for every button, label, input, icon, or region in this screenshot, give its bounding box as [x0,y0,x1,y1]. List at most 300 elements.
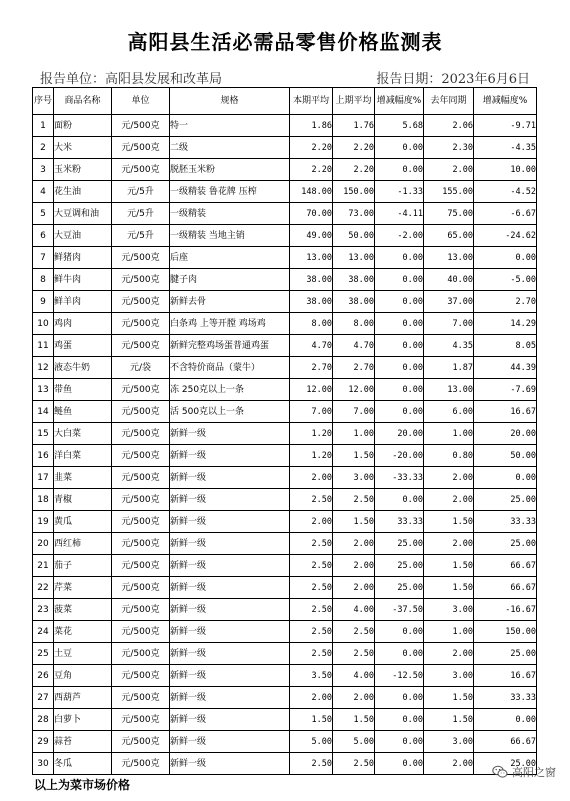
specification: 特一 [170,115,290,137]
previous-avg: 1.50 [333,445,375,467]
previous-avg: 1.50 [333,709,375,731]
previous-avg: 38.00 [333,269,375,291]
table-row [33,203,537,225]
change-pct: -37.50 [375,599,424,621]
unit: 元/500克 [112,159,170,181]
current-avg: 2.70 [290,357,333,379]
last-year-price: 3.00 [424,731,474,753]
yoy-change-pct: 0.00 [474,467,537,489]
specification: 新鲜完整鸡场蛋普通鸡蛋 [170,335,290,357]
table-row [33,753,537,775]
specification: 白条鸡 上等开膛 鸡场鸡 [170,313,290,335]
reporting-unit: 报告单位：高阳县发展和改革局 [40,72,223,87]
table-row [33,313,537,335]
last-year-price: 3.00 [424,665,474,687]
table-row [33,357,537,379]
table-row [33,555,537,577]
change-pct: 25.00 [375,577,424,599]
product-name: 鲜羊肉 [54,291,112,313]
change-pct: 0.00 [375,335,424,357]
last-year-price: 1.50 [424,709,474,731]
row-index: 15 [33,423,54,445]
product-name: 鸡蛋 [54,335,112,357]
yoy-change-pct: 2.70 [474,291,537,313]
change-pct: 0.00 [375,709,424,731]
unit: 元/500克 [112,445,170,467]
specification: 新鲜一级 [170,731,290,753]
specification: 新鲜一级 [170,467,290,489]
table-row [33,225,537,247]
yoy-change-pct: -9.71 [474,115,537,137]
product-name: 鲜牛肉 [54,269,112,291]
table-row [33,115,537,137]
row-index: 23 [33,599,54,621]
yoy-change-pct: 10.00 [474,159,537,181]
last-year-price: 2.00 [424,643,474,665]
previous-avg: 2.50 [333,621,375,643]
previous-avg: 2.50 [333,643,375,665]
last-year-price: 75.00 [424,203,474,225]
current-avg: 2.00 [290,687,333,709]
last-year-price: 1.87 [424,357,474,379]
last-year-price: 1.00 [424,621,474,643]
header-spec: 规格 [170,88,290,115]
specification: 新鲜一级 [170,533,290,555]
specification: 一级精装 [170,203,290,225]
table-row [33,423,537,445]
unit: 元/500克 [112,731,170,753]
row-index: 2 [33,137,54,159]
product-name: 面粉 [54,115,112,137]
previous-avg: 73.00 [333,203,375,225]
yoy-change-pct: -24.62 [474,225,537,247]
current-avg: 1.50 [290,709,333,731]
product-name: 鲜猪肉 [54,247,112,269]
unit: 元/500克 [112,687,170,709]
product-name: 黄瓜 [54,511,112,533]
yoy-change-pct: 25.00 [474,643,537,665]
table-row [33,731,537,753]
current-avg: 1.20 [290,445,333,467]
table-row [33,269,537,291]
change-pct: 33.33 [375,511,424,533]
previous-avg: 1.50 [333,511,375,533]
yoy-change-pct: 14.29 [474,313,537,335]
row-index: 9 [33,291,54,313]
current-avg: 2.00 [290,511,333,533]
yoy-change-pct: -16.67 [474,599,537,621]
page-title: 高阳县生活必需品零售价格监测表 [127,30,443,54]
current-avg: 2.50 [290,489,333,511]
specification: 新鲜一级 [170,753,290,775]
current-avg: 38.00 [290,291,333,313]
last-year-price: 13.00 [424,247,474,269]
product-name: 西葫芦 [54,687,112,709]
wechat-icon [492,765,508,779]
product-name: 豆角 [54,665,112,687]
current-avg: 4.70 [290,335,333,357]
change-pct: 0.00 [375,379,424,401]
specification: 脱胚玉米粉 [170,159,290,181]
specification: 新鲜一级 [170,687,290,709]
product-name: 鲢鱼 [54,401,112,423]
specification: 活 500克以上一条 [170,401,290,423]
unit: 元/袋 [112,357,170,379]
table-row [33,577,537,599]
specification: 新鲜一级 [170,599,290,621]
specification: 新鲜去骨 [170,291,290,313]
header-unit: 单位 [112,88,170,115]
previous-avg: 2.00 [333,555,375,577]
product-name: 菜花 [54,621,112,643]
yoy-change-pct: 33.33 [474,511,537,533]
previous-avg: 3.00 [333,467,375,489]
table-body [33,115,537,775]
current-avg: 2.50 [290,753,333,775]
product-name: 鸡肉 [54,313,112,335]
change-pct: 0.00 [375,687,424,709]
current-avg: 2.50 [290,533,333,555]
previous-avg: 2.20 [333,137,375,159]
previous-avg: 2.70 [333,357,375,379]
change-pct: -1.33 [375,181,424,203]
row-index: 27 [33,687,54,709]
specification: 冻 250克以上一条 [170,379,290,401]
change-pct: 0.00 [375,621,424,643]
last-year-price: 4.35 [424,335,474,357]
row-index: 17 [33,467,54,489]
yoy-change-pct: 0.00 [474,247,537,269]
last-year-price: 37.00 [424,291,474,313]
unit: 元/500克 [112,643,170,665]
previous-avg: 7.00 [333,401,375,423]
table-header [33,88,537,115]
yoy-change-pct: -7.69 [474,379,537,401]
table-row [33,621,537,643]
previous-avg: 2.00 [333,577,375,599]
header-index: 序号 [33,88,54,115]
product-name: 白萝卜 [54,709,112,731]
current-avg: 2.50 [290,577,333,599]
previous-avg: 4.00 [333,599,375,621]
specification: 新鲜一级 [170,489,290,511]
unit: 元/5升 [112,225,170,247]
product-name: 花生油 [54,181,112,203]
product-name: 土豆 [54,643,112,665]
watermark [492,764,556,780]
unit: 元/500克 [112,137,170,159]
table-row [33,665,537,687]
row-index: 25 [33,643,54,665]
change-pct: -12.50 [375,665,424,687]
last-year-price: 6.00 [424,401,474,423]
specification: 新鲜一级 [170,621,290,643]
row-index: 18 [33,489,54,511]
last-year-price: 7.00 [424,313,474,335]
change-pct: -4.11 [375,203,424,225]
product-name: 大米 [54,137,112,159]
yoy-change-pct: 16.67 [474,665,537,687]
yoy-change-pct: 25.00 [474,489,537,511]
unit: 元/500克 [112,423,170,445]
table-row [33,511,537,533]
specification: 新鲜一级 [170,577,290,599]
specification: 新鲜一级 [170,665,290,687]
header-previous: 上期平均 [333,88,375,115]
last-year-price: 40.00 [424,269,474,291]
header-name: 商品名称 [54,88,112,115]
row-index: 12 [33,357,54,379]
current-avg: 38.00 [290,269,333,291]
yoy-change-pct: -4.52 [474,181,537,203]
yoy-change-pct: 66.67 [474,555,537,577]
table-row [33,335,537,357]
product-name: 韭菜 [54,467,112,489]
row-index: 6 [33,225,54,247]
previous-avg: 2.00 [333,533,375,555]
current-avg: 148.00 [290,181,333,203]
table-row [33,687,537,709]
header-change: 增减幅度% [375,88,424,115]
row-index: 3 [33,159,54,181]
row-index: 11 [33,335,54,357]
last-year-price: 155.00 [424,181,474,203]
table-row [33,401,537,423]
watermark-text: 高阳之窗 [512,766,556,779]
table-row [33,181,537,203]
previous-avg: 5.00 [333,731,375,753]
unit: 元/500克 [112,753,170,775]
specification: 二级 [170,137,290,159]
current-avg: 2.20 [290,159,333,181]
row-index: 19 [33,511,54,533]
last-year-price: 13.00 [424,379,474,401]
row-index: 22 [33,577,54,599]
last-year-price: 2.00 [424,753,474,775]
change-pct: 20.00 [375,423,424,445]
row-index: 28 [33,709,54,731]
previous-avg: 2.00 [333,687,375,709]
last-year-price: 65.00 [424,225,474,247]
report-date: 报告日期：2023年6月6日 [376,72,530,87]
last-year-price: 1.50 [424,555,474,577]
unit: 元/500克 [112,511,170,533]
previous-avg: 2.20 [333,159,375,181]
current-avg: 13.00 [290,247,333,269]
previous-avg: 38.00 [333,291,375,313]
last-year-price: 1.50 [424,511,474,533]
unit: 元/5升 [112,203,170,225]
unit: 元/500克 [112,291,170,313]
previous-avg: 4.00 [333,665,375,687]
table-row [33,137,537,159]
row-index: 26 [33,665,54,687]
change-pct: -2.00 [375,225,424,247]
current-avg: 8.00 [290,313,333,335]
unit: 元/500克 [112,335,170,357]
current-avg: 2.50 [290,555,333,577]
current-avg: 2.50 [290,621,333,643]
footer-note: 以上为菜市场价格 [34,778,131,792]
yoy-change-pct: 66.67 [474,731,537,753]
yoy-change-pct: 150.00 [474,621,537,643]
yoy-change-pct: 33.33 [474,687,537,709]
row-index: 4 [33,181,54,203]
current-avg: 5.00 [290,731,333,753]
last-year-price: 2.00 [424,159,474,181]
current-avg: 2.00 [290,467,333,489]
row-index: 20 [33,533,54,555]
specification: 腱子肉 [170,269,290,291]
specification: 新鲜一级 [170,555,290,577]
last-year-price: 1.50 [424,687,474,709]
previous-avg: 2.50 [333,753,375,775]
table-row [33,533,537,555]
unit: 元/500克 [112,467,170,489]
table-row [33,291,537,313]
change-pct: 5.68 [375,115,424,137]
current-avg: 49.00 [290,225,333,247]
row-index: 30 [33,753,54,775]
previous-avg: 12.00 [333,379,375,401]
previous-avg: 2.50 [333,489,375,511]
row-index: 8 [33,269,54,291]
yoy-change-pct: -6.67 [474,203,537,225]
product-name: 菠菜 [54,599,112,621]
specification: 新鲜一级 [170,423,290,445]
product-name: 蒜苔 [54,731,112,753]
previous-avg: 8.00 [333,313,375,335]
product-name: 液态牛奶 [54,357,112,379]
row-index: 1 [33,115,54,137]
specification: 一级精装 鲁花牌 压榨 [170,181,290,203]
previous-avg: 13.00 [333,247,375,269]
change-pct: 0.00 [375,753,424,775]
table-row [33,643,537,665]
last-year-price: 2.00 [424,467,474,489]
change-pct: 0.00 [375,643,424,665]
current-avg: 2.50 [290,599,333,621]
unit: 元/5升 [112,181,170,203]
table-row [33,489,537,511]
product-name: 大白菜 [54,423,112,445]
yoy-change-pct: -5.00 [474,269,537,291]
header-yoy-change: 增减幅度% [474,88,537,115]
specification: 后座 [170,247,290,269]
row-index: 29 [33,731,54,753]
unit: 元/500克 [112,269,170,291]
product-name: 带鱼 [54,379,112,401]
header-current: 本期平均 [290,88,333,115]
product-name: 西红柿 [54,533,112,555]
current-avg: 2.20 [290,137,333,159]
change-pct: 0.00 [375,357,424,379]
yoy-change-pct: 66.67 [474,577,537,599]
row-index: 21 [33,555,54,577]
previous-avg: 1.76 [333,115,375,137]
header-last-year: 去年同期 [424,88,474,115]
change-pct: 0.00 [375,731,424,753]
specification: 新鲜一级 [170,445,290,467]
unit: 元/500克 [112,247,170,269]
table-row [33,467,537,489]
product-name: 芹菜 [54,577,112,599]
row-index: 10 [33,313,54,335]
last-year-price: 2.30 [424,137,474,159]
last-year-price: 2.00 [424,489,474,511]
yoy-change-pct: 50.00 [474,445,537,467]
product-name: 大豆油 [54,225,112,247]
row-index: 13 [33,379,54,401]
yoy-change-pct: 44.39 [474,357,537,379]
change-pct: 0.00 [375,313,424,335]
last-year-price: 1.00 [424,423,474,445]
change-pct: -20.00 [375,445,424,467]
last-year-price: 1.50 [424,577,474,599]
product-name: 玉米粉 [54,159,112,181]
current-avg: 2.50 [290,643,333,665]
price-table [32,87,537,775]
row-index: 7 [33,247,54,269]
specification: 一级精装 当地主销 [170,225,290,247]
table-row [33,159,537,181]
yoy-change-pct: 20.00 [474,423,537,445]
current-avg: 1.86 [290,115,333,137]
change-pct: 25.00 [375,555,424,577]
last-year-price: 3.00 [424,599,474,621]
table-row [33,599,537,621]
yoy-change-pct: 8.05 [474,335,537,357]
specification: 新鲜一级 [170,709,290,731]
unit: 元/500克 [112,709,170,731]
unit: 元/500克 [112,489,170,511]
previous-avg: 50.00 [333,225,375,247]
change-pct: 0.00 [375,137,424,159]
product-name: 大豆调和油 [54,203,112,225]
yoy-change-pct: -4.35 [474,137,537,159]
yoy-change-pct: 0.00 [474,709,537,731]
table-row [33,709,537,731]
specification: 新鲜一级 [170,511,290,533]
previous-avg: 4.70 [333,335,375,357]
change-pct: -33.33 [375,467,424,489]
last-year-price: 0.80 [424,445,474,467]
current-avg: 7.00 [290,401,333,423]
row-index: 24 [33,621,54,643]
product-name: 茄子 [54,555,112,577]
unit: 元/500克 [112,577,170,599]
yoy-change-pct: 25.00 [474,753,537,775]
table-row [33,379,537,401]
current-avg: 70.00 [290,203,333,225]
unit: 元/500克 [112,533,170,555]
unit: 元/500克 [112,115,170,137]
unit: 元/500克 [112,665,170,687]
previous-avg: 1.00 [333,423,375,445]
last-year-price: 2.06 [424,115,474,137]
yoy-change-pct: 25.00 [474,533,537,555]
current-avg: 3.50 [290,665,333,687]
unit: 元/500克 [112,599,170,621]
row-index: 16 [33,445,54,467]
change-pct: 0.00 [375,269,424,291]
unit: 元/500克 [112,401,170,423]
table-row [33,247,537,269]
unit: 元/500克 [112,555,170,577]
current-avg: 12.00 [290,379,333,401]
specification: 不含特价商品（蒙牛） [170,357,290,379]
change-pct: 0.00 [375,247,424,269]
